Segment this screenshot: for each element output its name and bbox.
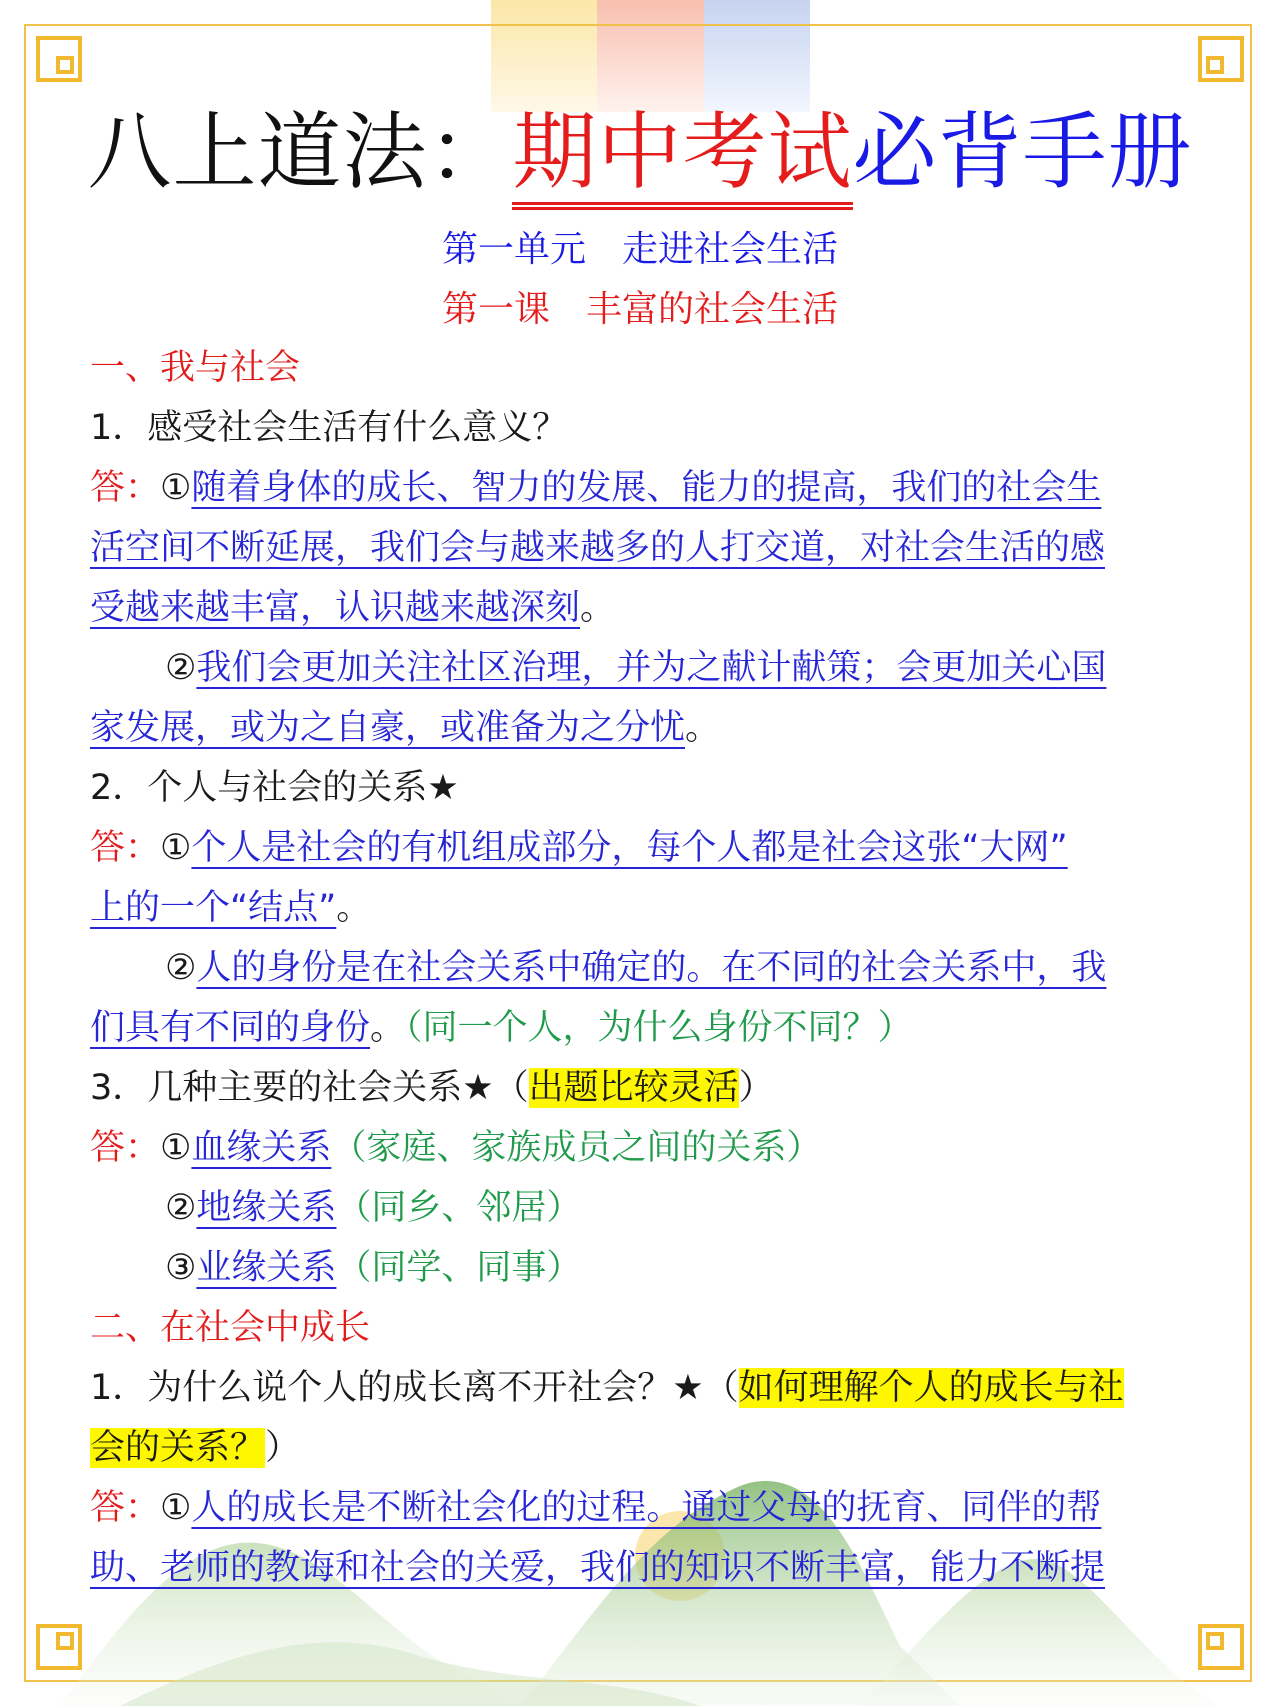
answer-marker: ② bbox=[165, 648, 197, 688]
s1-q1-question: 1．感受社会生活有什么意义？ bbox=[90, 408, 568, 448]
s2-q1-question-line-2 bbox=[90, 1418, 1200, 1478]
answer-note: （同一个人，为什么身份不同？） bbox=[405, 1008, 913, 1048]
s1-q1-answer-line-5 bbox=[90, 698, 1200, 758]
s1-q2-answer-line-1 bbox=[90, 818, 1200, 878]
s1-q2-answer-line-4 bbox=[90, 998, 1200, 1058]
corner-ornament-top-left bbox=[36, 36, 82, 82]
lesson-heading: 第一课 丰富的社会生活 bbox=[441, 289, 838, 330]
question-end: ） bbox=[265, 1428, 301, 1468]
answer-text: 人的身份是在社会关系中确定的。在不同的社会关系中，我 bbox=[196, 948, 1107, 988]
unit-heading: 第一单元 走进社会生活 bbox=[441, 229, 838, 270]
item-note: （同乡、邻居） bbox=[336, 1188, 582, 1228]
s1-q2-question: 2．个人与社会的关系★ bbox=[90, 768, 459, 808]
answer-end: 。 bbox=[370, 1008, 406, 1048]
answer-text: 们具有不同的身份 bbox=[90, 1008, 371, 1048]
question-highlight: 出题比较灵活 bbox=[528, 1068, 739, 1108]
s1-q3-question bbox=[90, 1058, 1200, 1118]
item-term: 业缘关系 bbox=[196, 1248, 337, 1288]
answer-marker: ① bbox=[160, 468, 192, 508]
title-part-2: 期中考试 bbox=[512, 102, 852, 210]
question-text: 3．几种主要的社会关系★（ bbox=[90, 1068, 529, 1108]
answer-text: 随着身体的成长、智力的发展、能力的提高，我们的社会生 bbox=[191, 468, 1102, 508]
question-text: 1．为什么说个人的成长离不开社会？★（ bbox=[90, 1368, 739, 1408]
s1-q2-answer-line-2 bbox=[90, 878, 1200, 938]
s1-q1-answer-line-1 bbox=[90, 458, 1200, 518]
corner-ornament-top-right bbox=[1198, 36, 1244, 82]
answer-label: 答： bbox=[90, 828, 161, 868]
s1-q3-item-1 bbox=[90, 1118, 1200, 1178]
question-end: ） bbox=[738, 1068, 774, 1108]
answer-text: 家发展，或为之自豪，或准备为之分忧 bbox=[90, 708, 686, 748]
answer-end: 。 bbox=[685, 708, 721, 748]
study-content bbox=[90, 338, 1200, 1598]
question-highlight: 如何理解个人的成长与社 bbox=[738, 1368, 1124, 1408]
answer-marker: ② bbox=[165, 948, 197, 988]
answer-text: 人的成长是不断社会化的过程。通过父母的抚育、同伴的帮 bbox=[191, 1488, 1102, 1528]
answer-marker: ① bbox=[160, 1488, 192, 1528]
answer-label: 答： bbox=[90, 1488, 161, 1528]
answer-marker: ① bbox=[160, 828, 192, 868]
page-title bbox=[0, 92, 1280, 212]
answer-text: 个人是社会的有机组成部分，每个人都是社会这张“大网” bbox=[191, 828, 1068, 868]
answer-text: 受越来越丰富，认识越来越深刻 bbox=[90, 588, 581, 628]
s1-q2-answer-line-3 bbox=[90, 938, 1200, 998]
title-part-1: 八上道法： bbox=[87, 103, 513, 201]
section2-heading: 二、在社会中成长 bbox=[90, 1308, 371, 1348]
answer-label: 答： bbox=[90, 468, 161, 508]
answer-end: 。 bbox=[580, 588, 616, 628]
item-marker: ① bbox=[160, 1128, 192, 1168]
s1-q1-answer-line-3 bbox=[90, 578, 1200, 638]
s1-q1-answer-line-4 bbox=[90, 638, 1200, 698]
title-part-3: 必背手册 bbox=[852, 103, 1193, 201]
s2-q1-question-line-1 bbox=[90, 1358, 1200, 1418]
item-note: （家庭、家族成员之间的关系） bbox=[331, 1128, 822, 1168]
s1-q3-item-2 bbox=[90, 1178, 1200, 1238]
item-marker: ③ bbox=[165, 1248, 197, 1288]
answer-text: 我们会更加关注社区治理，并为之献计献策；会更加关心国 bbox=[196, 648, 1107, 688]
answer-text: 助、老师的教诲和社会的关爱，我们的知识不断丰富，能力不断提 bbox=[90, 1548, 1106, 1588]
item-term: 地缘关系 bbox=[196, 1188, 337, 1228]
question-highlight: 会的关系？ bbox=[90, 1428, 266, 1468]
section1-heading: 一、我与社会 bbox=[90, 348, 301, 388]
s2-q1-answer-line-1 bbox=[90, 1478, 1200, 1538]
s2-q1-answer-line-2 bbox=[90, 1538, 1200, 1598]
answer-text: 上的一个“结点” bbox=[90, 888, 337, 928]
answer-end: 。 bbox=[336, 888, 372, 928]
answer-text: 活空间不断延展，我们会与越来越多的人打交道，对社会生活的感 bbox=[90, 528, 1106, 568]
s1-q3-item-3 bbox=[90, 1238, 1200, 1298]
item-note: （同学、同事） bbox=[336, 1248, 582, 1288]
item-term: 血缘关系 bbox=[191, 1128, 332, 1168]
answer-label: 答： bbox=[90, 1128, 161, 1168]
s1-q1-answer-line-2 bbox=[90, 518, 1200, 578]
item-marker: ② bbox=[165, 1188, 197, 1228]
